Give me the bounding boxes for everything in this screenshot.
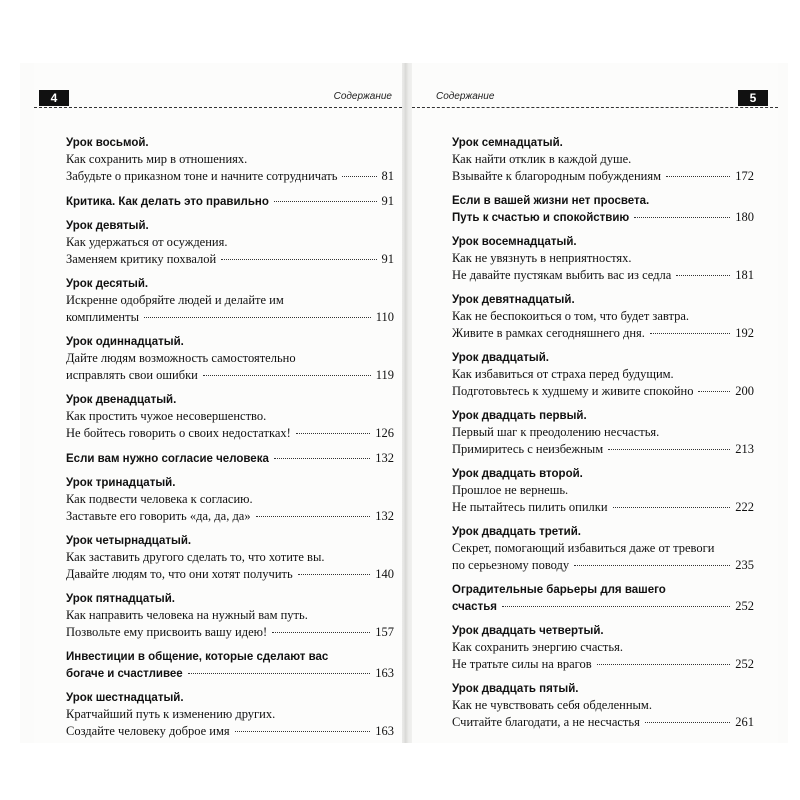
dot-leader xyxy=(650,333,730,334)
toc-lesson xyxy=(452,524,754,574)
lesson-subtitle: исправлять свои ошибки xyxy=(66,368,198,382)
lesson-subtitle: Примиритесь с неизбежным xyxy=(452,442,604,456)
page-number: 4 xyxy=(39,90,69,106)
section-title: Если вам нужно согласие человека xyxy=(66,453,269,465)
toc-section xyxy=(452,582,754,615)
toc-row xyxy=(66,193,394,210)
lesson-title: Урок восьмой. xyxy=(66,137,149,149)
lesson-subtitle: Заставьте его говорить «да, да, да» xyxy=(66,509,251,523)
lesson-subtitle: Не пытайтесь пилить опилки xyxy=(452,500,608,514)
book-spread xyxy=(20,63,788,743)
section-title: счастья xyxy=(452,601,497,613)
page-ref: 132 xyxy=(375,451,394,465)
toc-row xyxy=(452,557,754,574)
toc-row xyxy=(66,168,394,185)
lesson-subtitle: Заменяем критику похвалой xyxy=(66,252,217,266)
toc-lesson xyxy=(452,350,754,400)
lesson-subtitle: Как подвести человека к согласию. xyxy=(66,492,253,506)
toc-section xyxy=(452,193,754,226)
section-title: Путь к счастью и спокойствию xyxy=(452,212,630,224)
page-ref: 222 xyxy=(735,500,754,514)
page-ref: 172 xyxy=(735,169,754,183)
lesson-subtitle: Подготовьтесь к худшему и живите спокойно xyxy=(452,384,694,398)
lesson-subtitle: Прошлое не вернешь. xyxy=(452,483,569,497)
toc-row xyxy=(66,624,394,641)
lesson-subtitle: Как избавиться от страха перед будущим. xyxy=(452,367,674,381)
lesson-subtitle: по серьезному поводу xyxy=(452,558,570,572)
dot-leader xyxy=(221,259,376,260)
toc-row xyxy=(452,168,754,185)
toc-lesson xyxy=(452,234,754,284)
dot-leader xyxy=(144,317,371,318)
toc-lesson xyxy=(66,591,394,641)
page-ref: 181 xyxy=(735,268,754,282)
toc-lesson xyxy=(66,392,394,442)
dot-leader xyxy=(634,217,730,218)
page-ref: 119 xyxy=(375,368,394,382)
running-title: Содержание xyxy=(333,91,392,102)
toc-lesson xyxy=(66,475,394,525)
section-title: Критика. Как делать это правильно xyxy=(66,196,269,208)
toc-row xyxy=(452,267,754,284)
lesson-subtitle: Не бойтесь говорить о своих недостатках! xyxy=(66,426,291,440)
page-ref: 163 xyxy=(375,724,394,738)
toc-row xyxy=(452,499,754,516)
dot-leader xyxy=(188,673,371,674)
page-ref: 235 xyxy=(735,558,754,572)
toc-row xyxy=(452,441,754,458)
table-of-contents xyxy=(452,135,754,731)
page-ref: 110 xyxy=(375,310,394,324)
lesson-title: Урок десятый. xyxy=(66,278,149,290)
toc-row xyxy=(66,508,394,525)
lesson-subtitle: Как не беспокоиться о том, что будет завтра. xyxy=(452,309,690,323)
toc-lesson xyxy=(66,334,394,384)
dot-leader xyxy=(574,565,730,566)
toc-lesson xyxy=(452,135,754,185)
lesson-subtitle: Живите в рамках сегодняшнего дня. xyxy=(452,326,645,340)
page-ref: 163 xyxy=(375,666,394,680)
page-ref: 261 xyxy=(735,715,754,729)
page-ref: 126 xyxy=(375,426,394,440)
header-rule xyxy=(34,107,402,108)
page-ref: 180 xyxy=(735,210,754,224)
lesson-subtitle: Искренне одобряйте людей и делайте им xyxy=(66,293,284,307)
lesson-subtitle: Секрет, помогающий избавиться даже от тревоги xyxy=(452,541,715,555)
toc-row xyxy=(66,309,394,326)
lesson-title: Урок двадцать третий. xyxy=(452,526,581,538)
page-ref: 132 xyxy=(375,509,394,523)
lesson-subtitle: Как не чувствовать себя обделенным. xyxy=(452,698,652,712)
toc-row xyxy=(452,209,754,226)
lesson-title: Урок шестнадцатый. xyxy=(66,692,184,704)
page-ref: 252 xyxy=(735,657,754,671)
dot-leader xyxy=(256,516,371,517)
lesson-title: Урок пятнадцатый. xyxy=(66,593,175,605)
dot-leader xyxy=(613,507,731,508)
toc-row xyxy=(66,425,394,442)
page-ref: 157 xyxy=(375,625,394,639)
toc-lesson xyxy=(452,466,754,516)
section-title: Если в вашей жизни нет просвета. xyxy=(452,195,650,207)
dot-leader xyxy=(274,458,370,459)
lesson-title: Урок семнадцатый. xyxy=(452,137,563,149)
lesson-title: Урок девятый. xyxy=(66,220,149,232)
toc-lesson xyxy=(452,623,754,673)
page-ref: 91 xyxy=(381,194,394,208)
toc-section xyxy=(66,193,394,210)
section-title: Инвестиции в общение, которые сделают вас xyxy=(66,651,329,663)
toc-row xyxy=(66,367,394,384)
header-rule xyxy=(412,107,778,108)
dot-leader xyxy=(608,449,730,450)
lesson-title: Урок двадцать второй. xyxy=(452,468,583,480)
lesson-subtitle: комплименты xyxy=(66,310,139,324)
lesson-subtitle: Как сохранить мир в отношениях. xyxy=(66,152,248,166)
toc-lesson xyxy=(66,135,394,185)
dot-leader xyxy=(235,731,371,732)
lesson-title: Урок двадцать пятый. xyxy=(452,683,579,695)
toc-section xyxy=(66,450,394,467)
dot-leader xyxy=(274,201,377,202)
lesson-subtitle: Позвольте ему присвоить вашу идею! xyxy=(66,625,268,639)
dot-leader xyxy=(502,606,730,607)
dot-leader xyxy=(272,632,370,633)
dot-leader xyxy=(645,722,730,723)
toc-lesson xyxy=(66,276,394,326)
toc-row xyxy=(66,566,394,583)
page-ref: 200 xyxy=(735,384,754,398)
lesson-title: Урок тринадцатый. xyxy=(66,477,176,489)
lesson-subtitle: Считайте благодати, а не несчастья xyxy=(452,715,640,729)
lesson-subtitle: Как заставить другого сделать то, что хотите вы. xyxy=(66,550,325,564)
lesson-title: Урок двадцать первый. xyxy=(452,410,587,422)
page-number: 5 xyxy=(738,90,768,106)
lesson-subtitle: Кратчайший путь к изменению других. xyxy=(66,707,276,721)
lesson-title: Урок двенадцатый. xyxy=(66,394,177,406)
lesson-title: Урок четырнадцатый. xyxy=(66,535,192,547)
toc-row xyxy=(452,598,754,615)
lesson-subtitle: Как найти отклик в каждой душе. xyxy=(452,152,632,166)
lesson-subtitle: Первый шаг к преодолению несчастья. xyxy=(452,425,660,439)
page-ref: 91 xyxy=(381,252,394,266)
lesson-subtitle: Дайте людям возможность самостоятельно xyxy=(66,351,296,365)
lesson-title: Урок двадцатый. xyxy=(452,352,549,364)
toc-lesson xyxy=(452,681,754,731)
lesson-subtitle: Как направить человека на нужный вам путь. xyxy=(66,608,308,622)
table-of-contents xyxy=(66,135,394,740)
page-ref: 192 xyxy=(735,326,754,340)
lesson-subtitle: Забудьте о приказном тоне и начните сотрудничать xyxy=(66,169,338,183)
dot-leader xyxy=(203,375,371,376)
lesson-subtitle: Как сохранить энергию счастья. xyxy=(452,640,623,654)
lesson-subtitle: Создайте человеку доброе имя xyxy=(66,724,230,738)
dot-leader xyxy=(342,176,376,177)
toc-lesson xyxy=(452,292,754,342)
dot-leader xyxy=(676,275,730,276)
toc-row xyxy=(66,450,394,467)
lesson-subtitle: Как не увязнуть в неприятностях. xyxy=(452,251,632,265)
dot-leader xyxy=(296,433,370,434)
page-ref: 81 xyxy=(381,169,394,183)
lesson-subtitle: Давайте людям то, что они хотят получить xyxy=(66,567,293,581)
section-title: богаче и счастливее xyxy=(66,668,183,680)
dot-leader xyxy=(597,664,731,665)
toc-row xyxy=(66,665,394,682)
toc-lesson xyxy=(66,218,394,268)
toc-lesson xyxy=(66,690,394,740)
lesson-title: Урок восемнадцатый. xyxy=(452,236,577,248)
toc-row xyxy=(66,723,394,740)
lesson-subtitle: Не тратьте силы на врагов xyxy=(452,657,592,671)
toc-row xyxy=(452,656,754,673)
page-ref: 213 xyxy=(735,442,754,456)
lesson-subtitle: Не давайте пустякам выбить вас из седла xyxy=(452,268,672,282)
dot-leader xyxy=(698,391,730,392)
lesson-subtitle: Как удержаться от осуждения. xyxy=(66,235,228,249)
toc-lesson xyxy=(66,533,394,583)
dot-leader xyxy=(666,176,730,177)
lesson-title: Урок девятнадцатый. xyxy=(452,294,575,306)
page-ref: 140 xyxy=(375,567,394,581)
right-page xyxy=(412,63,778,743)
left-page-header xyxy=(34,90,402,110)
toc-lesson xyxy=(452,408,754,458)
lesson-subtitle: Как простить чужое несовершенство. xyxy=(66,409,267,423)
right-page-header xyxy=(412,90,778,110)
lesson-subtitle: Взывайте к благородным побуждениям xyxy=(452,169,661,183)
page-ref: 252 xyxy=(735,599,754,613)
toc-row xyxy=(452,383,754,400)
toc-row xyxy=(452,325,754,342)
toc-section xyxy=(66,649,394,682)
toc-row xyxy=(452,714,754,731)
section-title: Оградительные барьеры для вашего xyxy=(452,584,666,596)
running-title: Содержание xyxy=(436,91,495,102)
lesson-title: Урок двадцать четвертый. xyxy=(452,625,604,637)
lesson-title: Урок одиннадцатый. xyxy=(66,336,184,348)
left-page xyxy=(34,63,402,743)
dot-leader xyxy=(298,574,371,575)
toc-row xyxy=(66,251,394,268)
